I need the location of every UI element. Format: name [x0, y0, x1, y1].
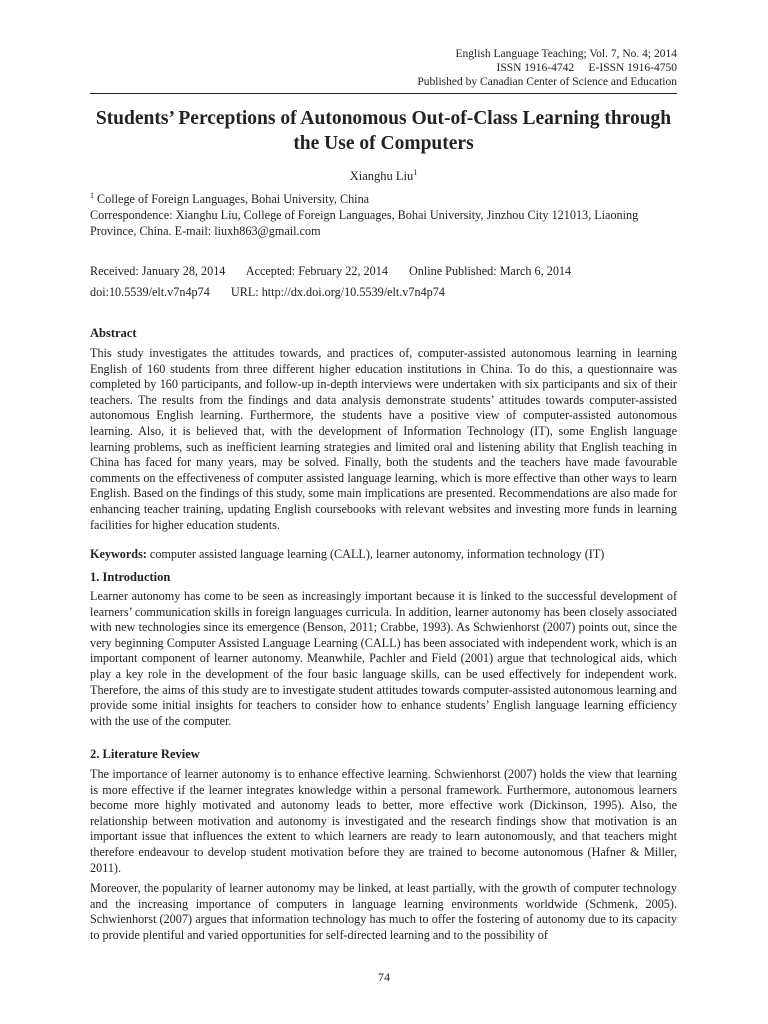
keywords-label: Keywords: — [90, 547, 147, 561]
published-date: Online Published: March 6, 2014 — [408, 264, 572, 278]
affiliation — [90, 188, 677, 208]
journal-line: English Language Teaching; Vol. 7, No. 4; 2014 — [455, 48, 677, 60]
abstract-text: This study investigates the attitudes towards, and practices of, computer-assisted autonomous learning in learning English of 160 students from three different higher education institutions in China. To do this, a questionnaire was completed by 160 participants, and follow-up in-depth interviews were undertaken with six participants and six of their teachers. The results from the findings and data analysis demonstrate students’ attitudes towards computer-assisted autonomous English learning. Furthermore, the students have a positive view of computer-assisted autonomous learning. Also, it is believed that, with the development of Information Technology (IT), some English language learning problems, such as inefficient learning strategies and limited oral and listening ability that English teaching in China has faced for many years, may be solved. Finally, both the students and the teachers have made favourable comments on the effectiveness of computer assisted language learning, which is more effective than other ways to learn English. Based on the findings of this study, some main implications are presented. Recommendations are also made for enhancing teacher training, updating English coursebooks with relevant websites and investing more funds in learning facilities for higher education students. — [90, 346, 677, 532]
abstract-heading: Abstract — [90, 326, 137, 340]
affiliation-text: College of Foreign Languages, Bohai University, China — [97, 192, 370, 207]
correspondence: Correspondence: Xianghu Liu, College of Foreign Languages, Bohai University, Jinzhou City 121013, Liaoning Province, China. E-mail: liuxh863@gmail.com — [90, 208, 639, 238]
dates-line — [90, 264, 677, 280]
page-number: 74 — [378, 970, 390, 984]
doi-text: doi:10.5539/elt.v7n4p74 — [90, 285, 210, 299]
issn-line: ISSN 1916-4742 E-ISSN 1916-4750 — [496, 62, 677, 74]
keywords-text: computer assisted language learning (CALL), learner autonomy, information technology (IT) — [146, 547, 605, 561]
introduction-paragraph: Learner autonomy has come to be seen as increasingly important because it is linked to the successful development of learners’ communication skills in foreign languages curricula. In addition, learner autonomy has been closely associated with new technologies since its emergence (Benson, 2011; Crabbe, 1993). As Schwienhorst (2007) points out, since the very beginning Computer Assisted Language Learning (CALL) has been associated with independent work, which is an important component of learner autonomy. Meanwhile, Pachler and Field (2001) argue that technological aids, which play a key role in the development of the four basic language skills, can be used effectively for independent work. Therefore, the aims of this study are to investigate student attitudes towards computer-assisted autonomous learning and provide some initial insights for teachers to consider how to enhance students’ English language learning efficiency with the use of the computer. — [90, 589, 677, 728]
running-head — [417, 47, 677, 89]
author-marker: 1 — [413, 168, 418, 177]
article-title: Students’ Perceptions of Autonomous Out-of-Class Learning through the Use of Computers — [95, 108, 672, 154]
affiliation-marker: 1 — [90, 191, 94, 200]
received-date: Received: January 28, 2014 — [90, 264, 226, 278]
section-heading-literature-review: 2. Literature Review — [90, 747, 200, 761]
header-divider — [90, 93, 677, 94]
literature-paragraph-2: Moreover, the popularity of learner autonomy may be linked, at least partially, with the growth of computer technology and the increasing importance of computers in language learning environments worldwide (Schmenk, 2005). Schwienhorst (2007) argues that information technology has much to offer the fostering of autonomy due to its capacity to provide plentiful and varied opportunities for self-directed learning and to the possibility of — [90, 881, 677, 942]
section-heading-introduction: 1. Introduction — [90, 570, 171, 584]
doi-url-link[interactable]: URL: http://dx.doi.org/10.5539/elt.v7n4p74 — [230, 285, 445, 299]
author-name: Xianghu Liu — [349, 169, 414, 184]
publisher-line: Published by Canadian Center of Science and Education — [417, 76, 677, 88]
doi-line — [90, 285, 677, 301]
accepted-date: Accepted: February 22, 2014 — [245, 264, 388, 278]
keywords-line — [90, 547, 677, 563]
author-line — [90, 168, 677, 184]
literature-paragraph-1: The importance of learner autonomy is to enhance effective learning. Schwienhorst (2007) holds the view that learning is more effective if the learner integrates knowledge within a personal framework. Furthermore, autonomous learners become more highly motivated and autonomy leads to better, more effective work (Dickinson, 1995). Also, the relationship between motivation and autonomy is investigated and the research findings show that motivation is an important issue that influences the extent to which learners are ready to learn autonomously, and that teachers might therefore endeavour to develop student motivation before they are trained to become autonomous (Hafner & Miller, 2011). — [90, 767, 677, 875]
